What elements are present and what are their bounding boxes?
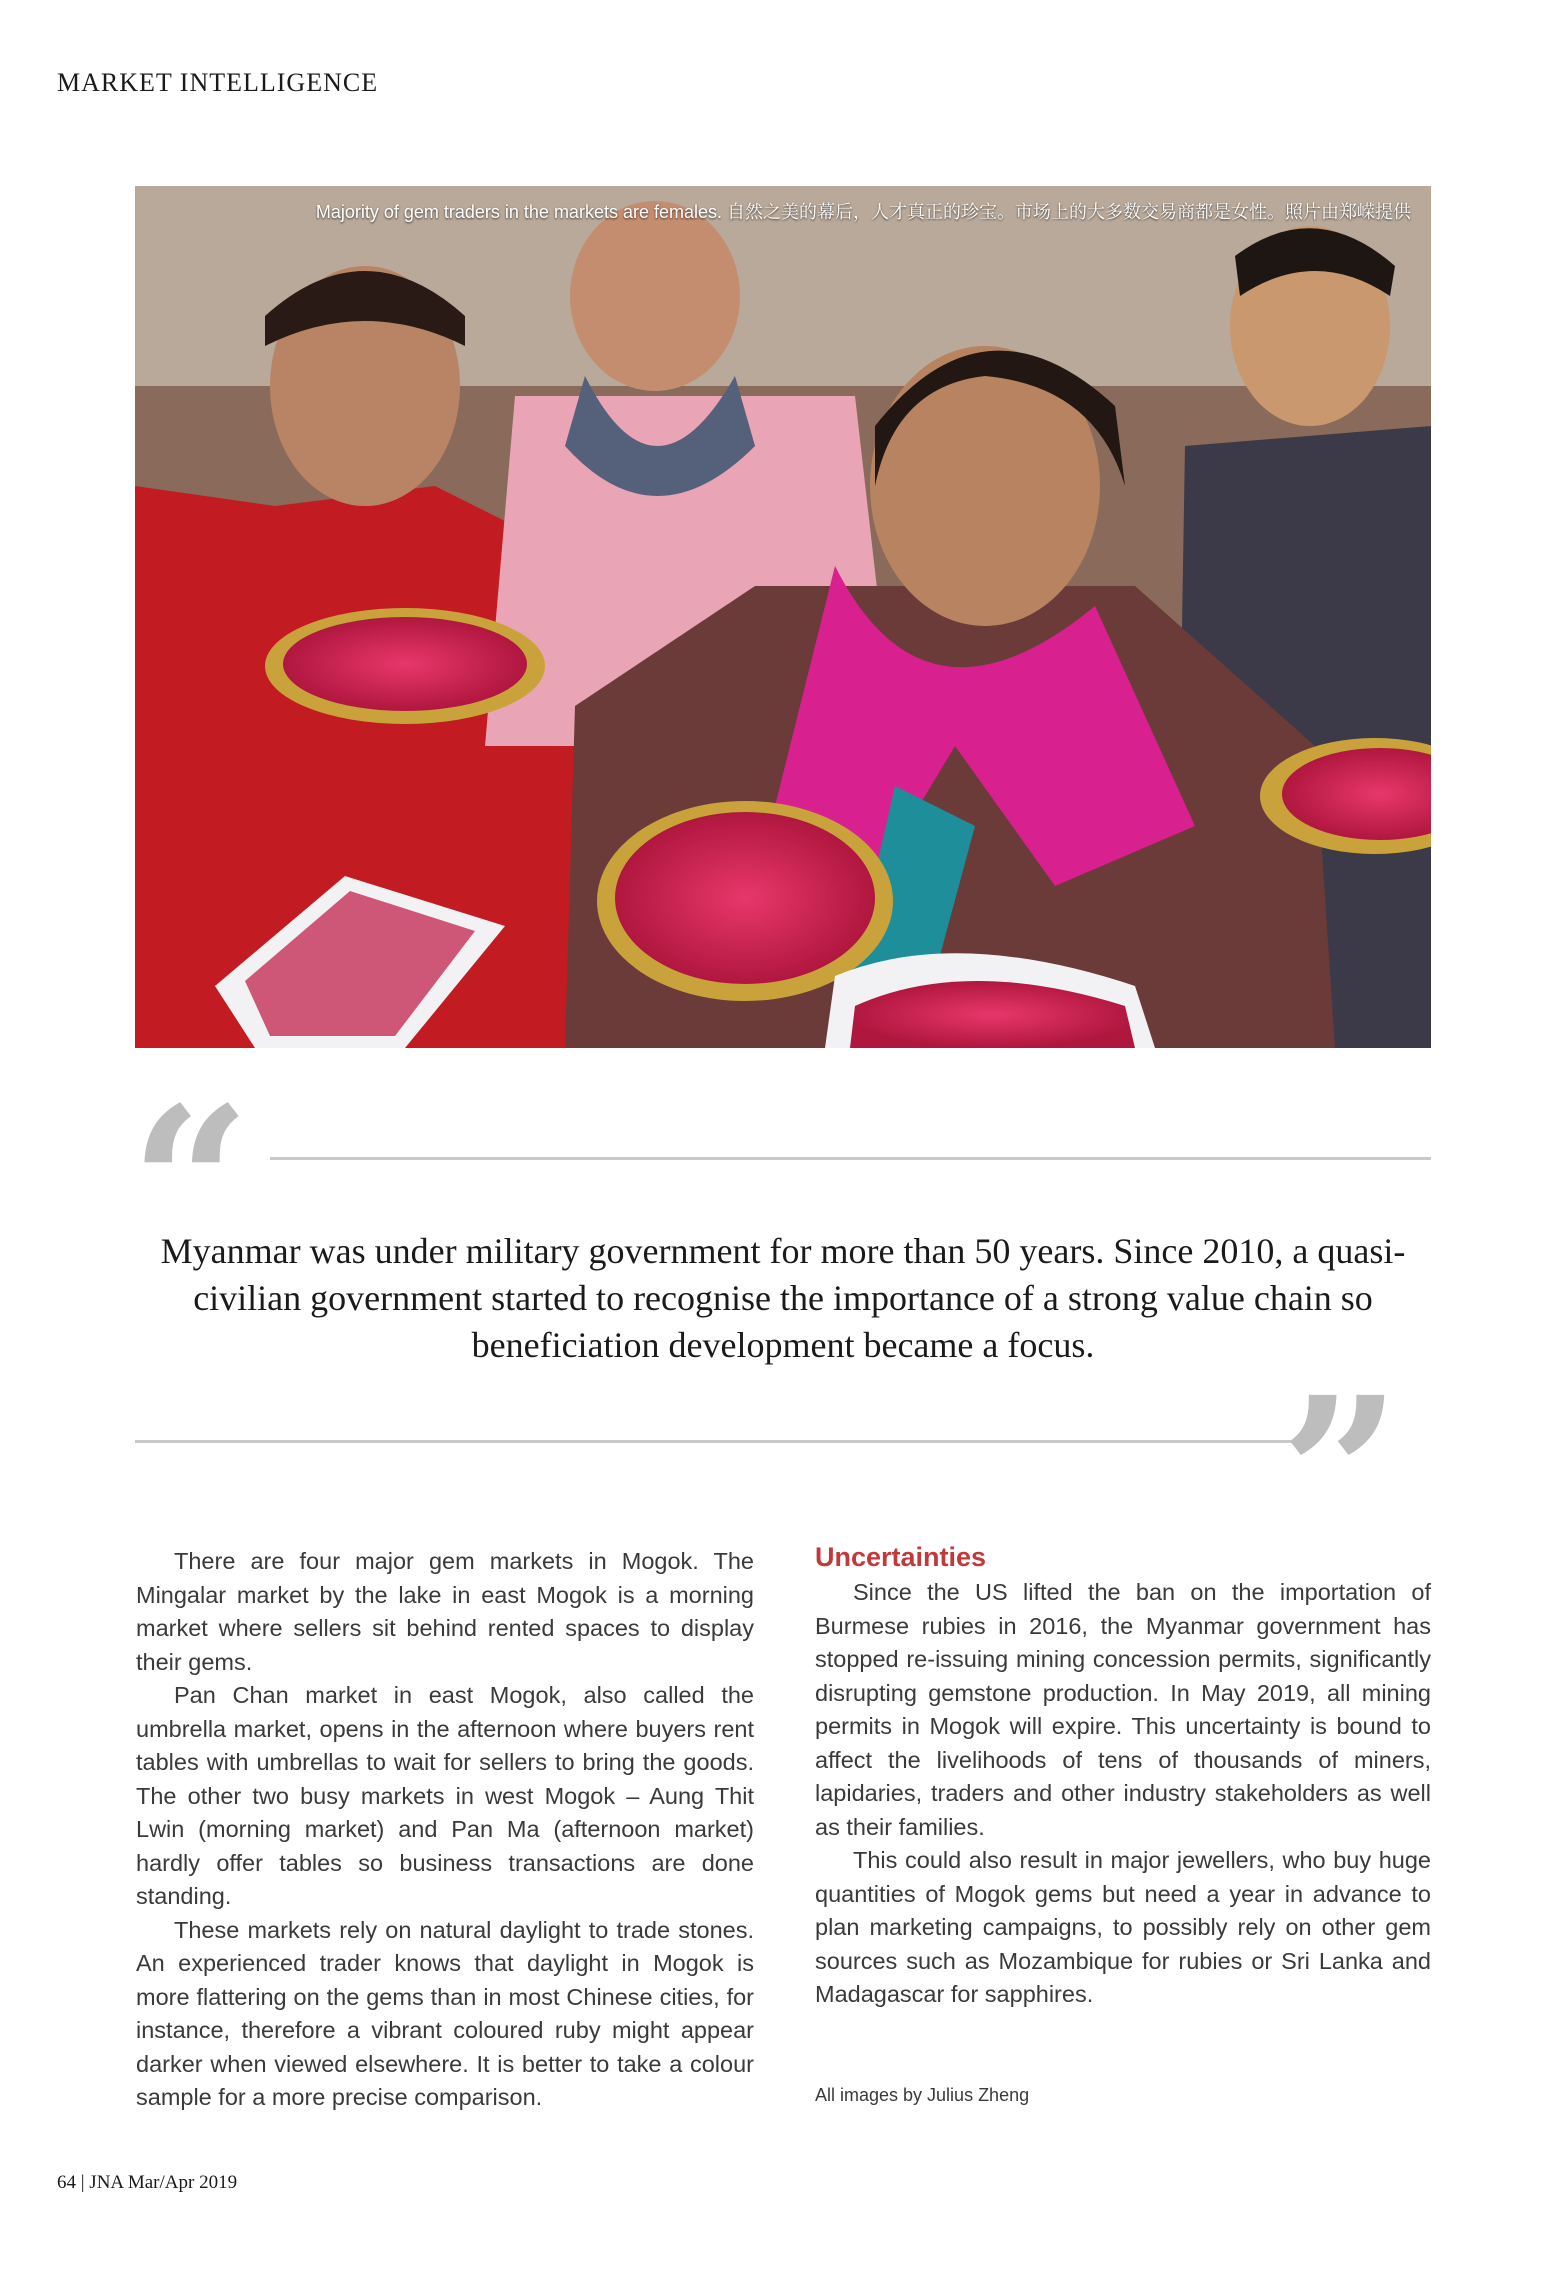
body-paragraph: This could also result in major jewellers, who buy huge quantities of Mogok gems but need a year in advance to plan marketing campaigns, to possibly rely on other gem sources such as Mozambique for rubies or Sri Lanka and Madagascar for sapphires.: [815, 1847, 1431, 2007]
body-column-right: [815, 1540, 1431, 2012]
photo-illustration: [135, 186, 1431, 1048]
body-paragraph: Pan Chan market in east Mogok, also called the umbrella market, opens in the afternoon where buyers rent tables with umbrellas to wait for sellers to bring the goods. The other two busy markets in west Mogok – Aung Thit Lwin (morning market) and Pan Ma (afternoon market) hardly offer tables so business transactions are done standing.: [136, 1682, 754, 1909]
close-quote-icon: ”: [1280, 1351, 1401, 1598]
section-label: MARKET INTELLIGENCE: [57, 68, 379, 97]
page-folio: 64 | JNA Mar/Apr 2019: [57, 2172, 238, 2193]
pullquote-bottom-rule: [135, 1440, 1295, 1443]
open-quote-icon: “: [130, 1061, 251, 1308]
body-paragraph: Since the US lifted the ban on the importation of Burmese rubies in 2016, the Myanmar government has stopped re-issuing mining concession permits, significantly disrupting gemstone production. In May 2019, all mining permits in Mogok will expire. This uncertainty is bound to affect the livelihoods of tens of thousands of miners, lapidaries, traders and other industry stakeholders as well as their families.: [815, 1579, 1431, 1840]
gem-traders-photo: [135, 186, 1431, 1048]
body-paragraph: There are four major gem markets in Mogok. The Mingalar market by the lake in east Mogok is a morning market where sellers sit behind rented spaces to display their gems.: [136, 1548, 754, 1675]
body-paragraph: These markets rely on natural daylight to trade stones. An experienced trader knows that daylight in Mogok is more flattering on the gems than in most Chinese cities, for instance, therefore a vibrant coloured ruby might appear darker when viewed elsewhere. It is better to take a colour sample for a more precise comparison.: [136, 1916, 754, 2110]
photo-caption: Majority of gem traders in the markets are females. 自然之美的幕后，人才真正的珍宝。市场上的大多数交易商都是女性。照片由郑嵘提供: [315, 202, 1411, 222]
section-heading: Uncertainties: [815, 1542, 987, 1572]
pullquote-top-rule: [270, 1157, 1431, 1160]
image-credit: All images by Julius Zheng: [815, 2085, 1030, 2105]
body-column-left: [136, 1545, 754, 2115]
pullquote: Myanmar was under military government for more than 50 years. Since 2010, a quasi-civilian government started to recognise the importance of a strong value chain so beneficiation development became a focus.: [160, 1231, 1406, 1365]
